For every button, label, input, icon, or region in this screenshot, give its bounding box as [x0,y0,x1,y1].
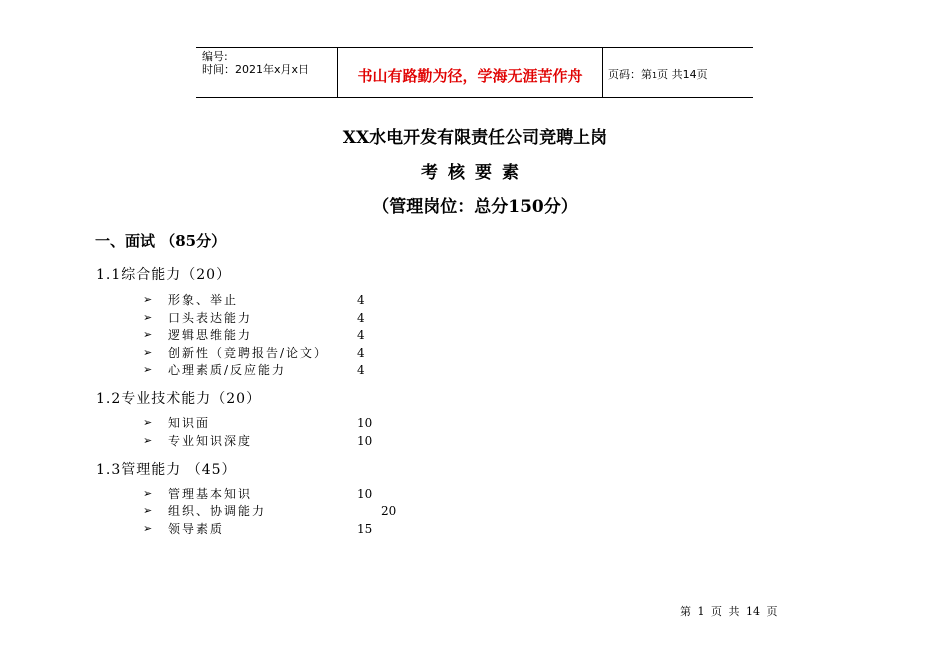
item-score: 10 [357,416,373,430]
page-end: 页 [696,68,708,81]
item-score: 10 [357,434,373,448]
document-score-note: （管理岗位：总分150分） [372,197,578,217]
list-item [143,362,443,378]
page-label: 页码：第 [608,68,652,81]
item-score: 4 [357,328,365,342]
document-header [196,47,753,98]
item-score: 15 [357,522,373,536]
bullet-arrow-icon: ➢ [143,522,153,535]
item-label: 管理基本知识 [168,487,253,501]
page-mid: 页 共 [657,68,683,81]
section-heading-interview: 一、面试 （85分） [95,232,227,250]
group-heading: 1.2专业技术能力（20） [96,391,262,407]
bullet-arrow-icon: ➢ [143,311,153,324]
bullet-arrow-icon: ➢ [143,293,153,306]
bullet-arrow-icon: ➢ [143,328,153,341]
list-item [143,503,443,519]
item-label: 知识面 [168,416,211,430]
item-score: 20 [381,504,397,518]
bullet-arrow-icon: ➢ [143,434,153,447]
item-score: 4 [357,346,365,360]
bullet-arrow-icon: ➢ [143,416,153,429]
header-motto: 书山有路勤为径，学海无涯苦作舟 [357,67,583,85]
item-label: 组织、协调能力 [168,504,267,518]
item-label: 口头表达能力 [168,311,253,325]
document-title: XX水电开发有限责任公司竞聘上岗 [342,128,608,148]
number-label: 编号: [202,50,228,63]
list-item [143,310,443,326]
item-score: 10 [357,487,373,501]
list-item [143,521,443,537]
page-number: 1 [652,71,658,80]
header-meta [202,50,309,76]
page-total: 14 [682,68,697,81]
header-divider [602,48,603,97]
item-label: 形象、举止 [168,293,239,307]
bullet-arrow-icon: ➢ [143,487,153,500]
item-label: 创新性（竞聘报告/论文） [168,346,329,360]
list-item [143,292,443,308]
time-label: 时间：2021年x月x日 [202,63,310,76]
group-heading: 1.1综合能力（20） [96,267,232,283]
bullet-arrow-icon: ➢ [143,346,153,359]
item-label: 逻辑思维能力 [168,328,253,342]
header-page-info [608,66,708,82]
page-footer: 第 1 页 共 14 页 [680,605,778,618]
item-label: 心理素质/反应能力 [168,363,287,377]
document-subtitle: 考核要素 [421,163,529,183]
list-item [143,345,443,361]
bullet-arrow-icon: ➢ [143,363,153,376]
item-score: 4 [357,363,365,377]
item-score: 4 [357,293,365,307]
list-item [143,433,443,449]
list-item [143,327,443,343]
list-item [143,415,443,431]
group-heading: 1.3管理能力 （45） [96,462,237,478]
bullet-arrow-icon: ➢ [143,504,153,517]
list-item [143,486,443,502]
item-label: 专业知识深度 [168,434,253,448]
item-score: 4 [357,311,365,325]
item-label: 领导素质 [168,522,225,536]
